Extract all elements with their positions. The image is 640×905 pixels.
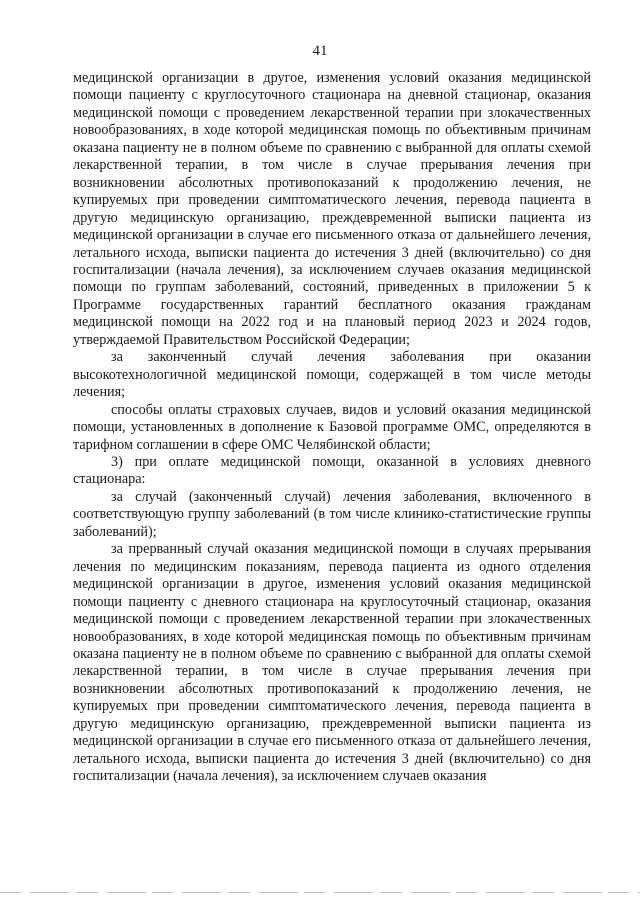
paragraph-continuation: медицинской организации в другое, изменения условий оказания медицинской помощи пациенту с круглосуточного стационара на дневной стационар, оказания медицинской помощи с проведением лекарственной терапии при злокачественных новообразованиях, в ходе которой медицинская помощь по объективным причинам оказана пациенту не в полном объеме по сравнению с выбранной для оплаты схемой лекарственной терапии, в том числе в случае прерывания лечения при возникновении абсолютных противопоказаний к продолжению лечения, не купируемых при проведении симптоматического лечения, перевода пациента в другую медицинскую организацию, преждевременной выписки пациента из медицинской организации в случае его письменного отказа от дальнейшего лечения, летального исхода, выписки пациента до истечения 3 дней (включительно) со дня госпитализации (начала лечения), за исключением случаев оказания медицинской помощи по группам заболеваний, состояний, приведенных в приложении 5 к Программе государственных гарантий бесплатного оказания гражданам медицинской помощи на 2022 год и на плановый период 2023 и 2024 годов, утверждаемой Правительством Российской Федерации; xyxy=(73,70,591,348)
scan-edge-divider xyxy=(0,892,640,893)
paragraph-completed-case: за случай (законченный случай) лечения заболевания, включенного в соответствующую группу заболеваний (в том числе клинико-статистические группы заболеваний); xyxy=(73,488,591,540)
paragraph-insurance-methods: способы оплаты страховых случаев, видов и условий оказания медицинской помощи, установленных в дополнение к Базовой программе ОМС, определяются в тарифном соглашении в сфере ОМС Челябинской области; xyxy=(73,401,591,453)
paragraph-day-hospital-intro: 3) при оплате медицинской помощи, оказанной в условиях дневного стационара: xyxy=(73,453,591,488)
page-number: 41 xyxy=(312,43,328,59)
document-body xyxy=(73,70,591,786)
paragraph-interrupted-case: за прерванный случай оказания медицинской помощи в случаях прерывания лечения по медицинским показаниям, перевода пациента из одного отделения медицинской организации в другое, изменения условий оказания медицинской помощи пациенту с дневного стационара на круглосуточный стационар, оказания медицинской помощи с проведением лекарственной терапии при злокачественных новообразованиях, в ходе которой медицинская помощь по объективным причинам оказана пациенту не в полном объеме по сравнению с выбранной для оплаты схемой лекарственной терапии, в том числе в случае прерывания лечения при возникновении абсолютных противопоказаний к продолжению лечения, не купируемых при проведении симптоматического лечения, перевода пациента в другую медицинскую организацию, преждевременной выписки пациента из медицинской организации в случае его письменного отказа от дальнейшего лечения, летального исхода, выписки пациента до истечения 3 дней (включительно) со дня госпитализации (начала лечения), за исключением случаев оказания xyxy=(73,541,591,785)
paragraph-hi-tech-care: за законченный случай лечения заболевания при оказании высокотехнологичной медицинской помощи, содержащей в том числе методы лечения; xyxy=(73,349,591,401)
